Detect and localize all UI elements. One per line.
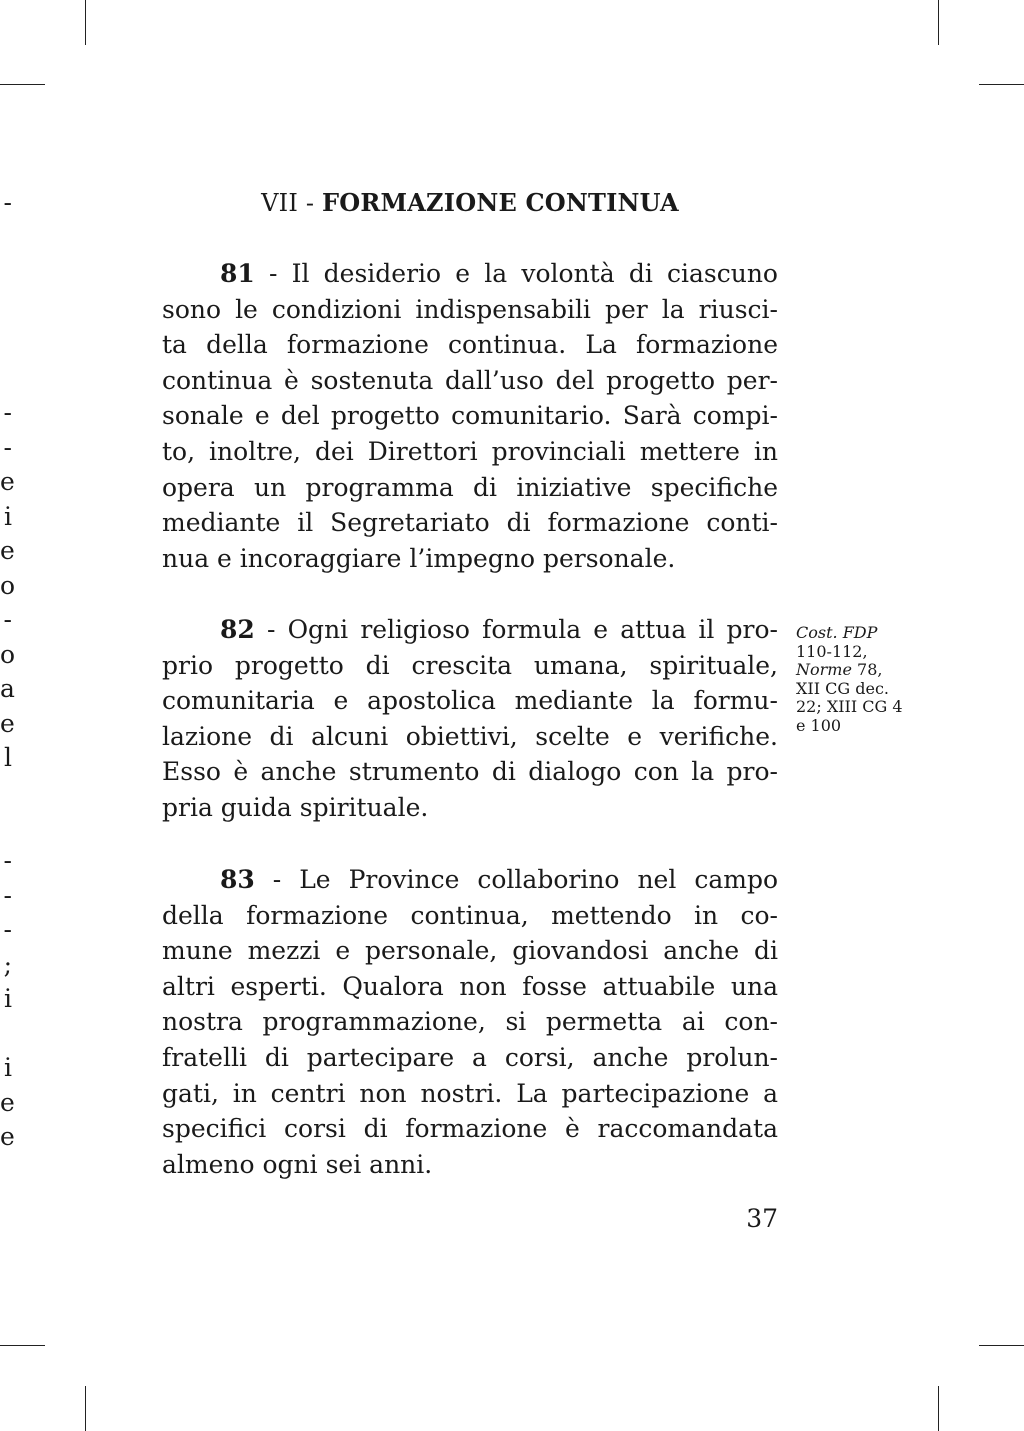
bleed-char: [0, 1017, 12, 1052]
margin-note-line: 110-112,: [796, 641, 868, 661]
bleed-char: -: [3, 915, 12, 944]
bleed-char: -: [3, 432, 12, 462]
bleed-column-middle: [0, 396, 16, 776]
paragraph-line: lazione di alcuni obiettivi, scelte e verifiche.: [162, 721, 778, 751]
paragraph-line: altri esperti. Qualora non fosse attuabile una: [162, 971, 778, 1001]
paragraph-line: nua e incoraggiare l’impegno personale.: [162, 543, 676, 573]
paragraph-line: Esso è anche strumento di dialogo con la pro-: [162, 757, 778, 787]
bleed-char: -: [3, 398, 12, 427]
bleed-char: -: [3, 846, 12, 875]
paragraph-line: nostra programmazione, si permetta ai con-: [162, 1007, 778, 1037]
crop-mark-left-bottom: [0, 1345, 45, 1346]
bleed-column-bottom: [0, 844, 15, 1155]
paragraph-line: opera un programma di iniziative specifiche: [162, 472, 778, 502]
bleed-char: o: [0, 570, 16, 600]
margin-note-line: 22; XIII CG 4: [796, 697, 903, 716]
bleed-char: e: [0, 467, 15, 496]
bleed-char: -: [3, 880, 12, 910]
bleed-char: e: [0, 1122, 15, 1151]
margin-reference-note: [796, 624, 936, 735]
paragraph-line: comunitaria e apostolica mediante la formu-: [162, 686, 778, 716]
margin-note-line: XII CG dec.: [796, 678, 889, 698]
paragraph-line: gati, in centri non nostri. La partecipazione a: [162, 1078, 778, 1108]
paragraph-line: fratelli di partecipare a corsi, anche prolun-: [162, 1042, 778, 1072]
bleed-column-top: [0, 186, 12, 221]
paragraph-line: to, inoltre, dei Direttori provinciali mettere in: [162, 436, 778, 466]
paragraph-82: [162, 612, 778, 826]
bleed-char: l: [4, 743, 12, 772]
paragraph-line: continua è sostenuta dall’uso del progetto per-: [162, 365, 778, 395]
paragraph-line: ta della formazione continua. La formazione: [162, 330, 778, 360]
paragraph-number: 83: [220, 865, 255, 894]
bleed-char: o: [0, 639, 16, 669]
paragraph-line: 82 - Ogni religioso formula e attua il pro-: [220, 615, 778, 644]
page-number: 37: [746, 1204, 778, 1233]
crop-mark-bottom-right: [938, 1386, 939, 1431]
margin-note-line: e 100: [796, 715, 842, 735]
paragraph-line: mediante il Segretariato di formazione conti-: [162, 508, 778, 538]
chapter-title: FORMAZIONE CONTINUA: [321, 188, 679, 217]
paragraph-line: 83 - Le Province collaborino nel campo: [220, 865, 778, 894]
paragraph-number: 81: [220, 259, 255, 288]
paragraph-number: 82: [220, 615, 255, 644]
chapter-prefix: VII -: [261, 189, 322, 217]
paragraph-line: specifici corsi di formazione è raccomandata: [162, 1114, 778, 1144]
paragraph-line: pria guida spirituale.: [162, 792, 429, 822]
bleed-char: i: [4, 501, 12, 531]
bleed-char: e: [0, 708, 15, 738]
bleed-char: ;: [3, 949, 12, 979]
bleed-char: i: [4, 984, 12, 1013]
paragraph-line: della formazione continua, mettendo in co-: [162, 900, 778, 930]
paragraph-line: mune mezzi e personale, giovandosi anche di: [162, 936, 778, 966]
bleed-char: -: [3, 188, 12, 217]
bleed-char: e: [0, 1087, 15, 1117]
crop-mark-left-top: [0, 84, 45, 85]
bleed-char: e: [0, 536, 15, 565]
paragraph-line: sonale e del progetto comunitario. Sarà compi-: [162, 401, 778, 431]
paragraph-line: sono le condizioni indispensabili per la riusci-: [162, 294, 778, 324]
crop-mark-top-left: [85, 0, 86, 45]
bleed-char: i: [4, 1053, 12, 1082]
margin-note-line: Norme 78,: [796, 660, 883, 679]
paragraph-line: 81 - Il desiderio e la volontà di ciascuno: [220, 259, 778, 288]
chapter-heading: [162, 188, 778, 217]
bleed-char: a: [0, 674, 15, 703]
crop-mark-right-bottom: [979, 1345, 1024, 1346]
crop-mark-bottom-left: [85, 1386, 86, 1431]
paragraph-line: almeno ogni sei anni.: [162, 1149, 433, 1179]
paragraph-line: prio progetto di crescita umana, spirituale,: [162, 650, 778, 680]
margin-note-line: Cost. FDP: [796, 623, 878, 642]
paragraph-83: [162, 862, 778, 1182]
bleed-char: -: [3, 605, 12, 634]
crop-mark-top-right: [938, 0, 939, 45]
paragraph-81: [162, 256, 778, 576]
crop-mark-right-top: [979, 84, 1024, 85]
